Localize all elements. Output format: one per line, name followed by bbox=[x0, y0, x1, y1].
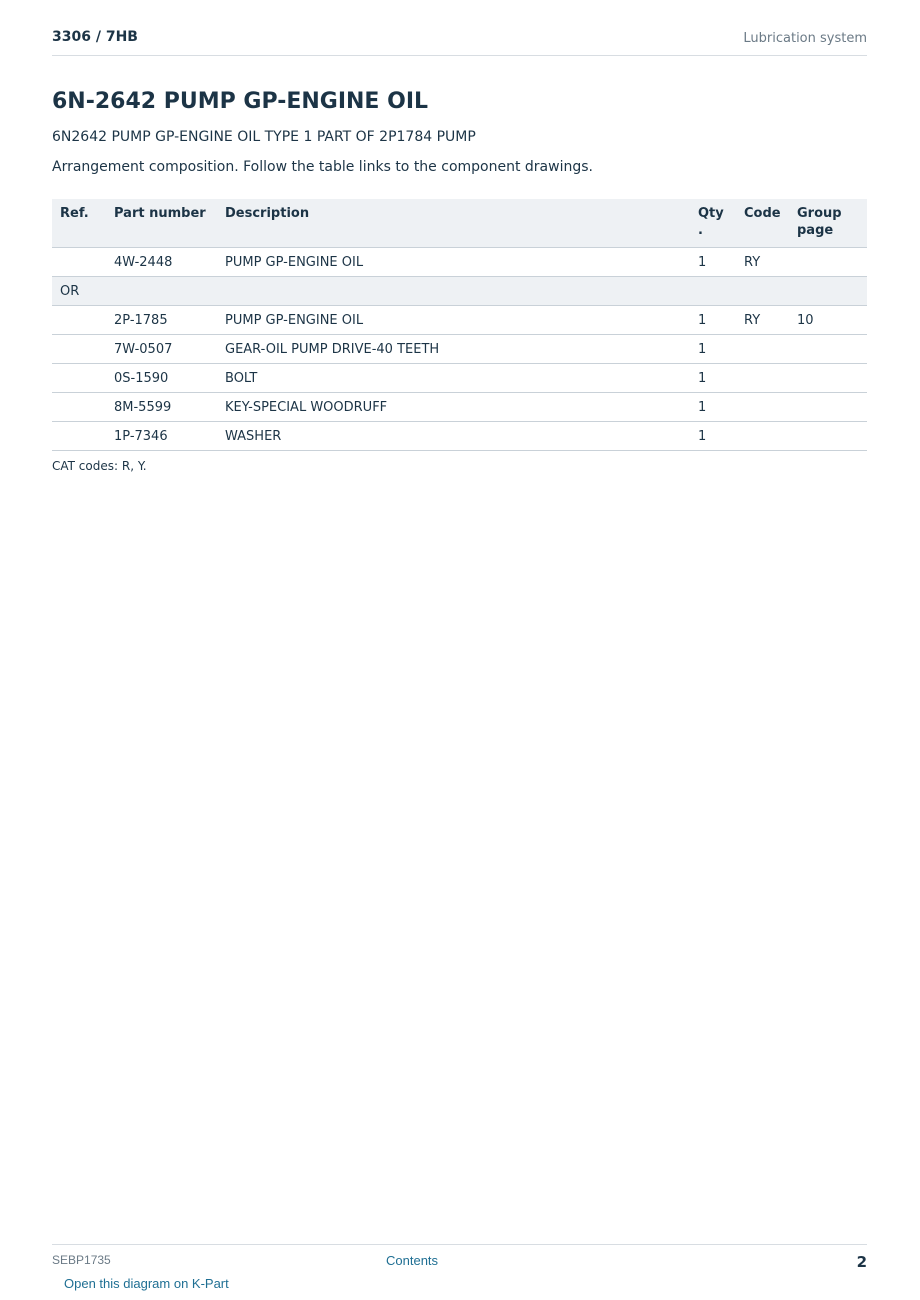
table-row bbox=[52, 364, 867, 393]
group-page-link[interactable]: 10 bbox=[789, 306, 867, 335]
cell-group-page bbox=[789, 393, 867, 422]
table-row bbox=[52, 248, 867, 277]
cell-qty: 1 bbox=[690, 306, 736, 335]
cell-description: PUMP GP-ENGINE OIL bbox=[217, 306, 690, 335]
cell-ref bbox=[52, 393, 106, 422]
cell-ref bbox=[52, 422, 106, 451]
model-label: 3306 / 7HB bbox=[52, 29, 138, 45]
column-header-description: Description bbox=[217, 199, 690, 248]
document-id: SEBP1735 bbox=[52, 1253, 111, 1267]
cell-part-number: 7W-0507 bbox=[106, 335, 217, 364]
column-header-group-line2: page bbox=[797, 223, 834, 238]
parts-table bbox=[52, 199, 867, 451]
page-footer bbox=[52, 1244, 867, 1295]
cell-qty: 1 bbox=[690, 248, 736, 277]
cell-part-number: 4W-2448 bbox=[106, 248, 217, 277]
cell-description: GEAR-OIL PUMP DRIVE-40 TEETH bbox=[217, 335, 690, 364]
cell-ref bbox=[52, 306, 106, 335]
cell-group-page bbox=[789, 335, 867, 364]
cell-code bbox=[736, 335, 789, 364]
page-subtitle: 6N2642 PUMP GP-ENGINE OIL TYPE 1 PART OF 2P1784 PUMP bbox=[52, 129, 476, 145]
contents-link[interactable]: Contents bbox=[386, 1253, 439, 1268]
cell-code bbox=[736, 393, 789, 422]
cell-ref bbox=[52, 248, 106, 277]
cell-group-page bbox=[789, 248, 867, 277]
table-row bbox=[52, 422, 867, 451]
cell-description: KEY-SPECIAL WOODRUFF bbox=[217, 393, 690, 422]
page-number: 2 bbox=[856, 1253, 867, 1271]
column-header-qty-line1: Qty bbox=[698, 206, 724, 221]
cell-description: WASHER bbox=[217, 422, 690, 451]
section-label: Lubrication system bbox=[743, 31, 867, 46]
column-header-qty bbox=[690, 199, 736, 248]
cell-code: RY bbox=[736, 248, 789, 277]
cell-part-number: 0S-1590 bbox=[106, 364, 217, 393]
column-header-group-line1: Group bbox=[797, 206, 842, 221]
page-title: 6N-2642 PUMP GP-ENGINE OIL bbox=[52, 89, 429, 114]
cell-code bbox=[736, 364, 789, 393]
cell-part-number: 8M-5599 bbox=[106, 393, 217, 422]
cell-qty: 1 bbox=[690, 422, 736, 451]
cell-group-page bbox=[789, 422, 867, 451]
cat-codes-note: CAT codes: R, Y. bbox=[52, 459, 147, 473]
column-header-part-number: Part number bbox=[106, 199, 217, 248]
cell-description: PUMP GP-ENGINE OIL bbox=[217, 248, 690, 277]
kpart-link[interactable]: Open this diagram on K-Part bbox=[64, 1276, 229, 1291]
cell-ref bbox=[52, 364, 106, 393]
or-label: OR bbox=[52, 277, 867, 306]
table-header-row bbox=[52, 199, 867, 248]
cell-ref bbox=[52, 335, 106, 364]
table-row bbox=[52, 306, 867, 335]
intro-text: Arrangement composition. Follow the table links to the component drawings. bbox=[52, 159, 593, 175]
part-number-link[interactable]: 2P-1785 bbox=[106, 306, 217, 335]
cell-description: BOLT bbox=[217, 364, 690, 393]
column-header-qty-line2: . bbox=[698, 223, 703, 238]
cell-qty: 1 bbox=[690, 335, 736, 364]
cell-qty: 1 bbox=[690, 393, 736, 422]
cell-part-number: 1P-7346 bbox=[106, 422, 217, 451]
column-header-code: Code bbox=[736, 199, 789, 248]
table-row bbox=[52, 393, 867, 422]
table-row bbox=[52, 335, 867, 364]
cell-code bbox=[736, 422, 789, 451]
cell-code: RY bbox=[736, 306, 789, 335]
page-header bbox=[52, 28, 867, 56]
cell-group-page bbox=[789, 364, 867, 393]
column-header-group-page bbox=[789, 199, 867, 248]
column-header-ref: Ref. bbox=[52, 199, 106, 248]
or-separator-row bbox=[52, 277, 867, 306]
cell-qty: 1 bbox=[690, 364, 736, 393]
